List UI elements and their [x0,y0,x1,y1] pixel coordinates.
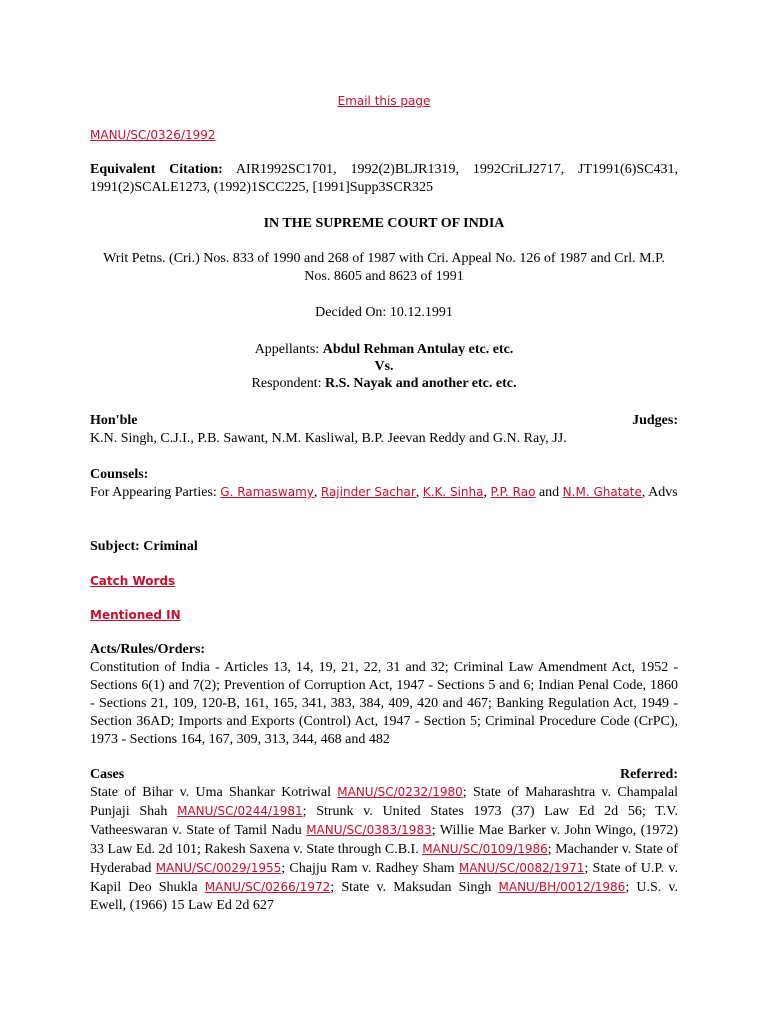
case-text: ; U.S. v. Ewell, (1966) 15 Law Ed 2d 627 [90,880,678,913]
case-text: ; Chajju Ram v. Radhey Sham [281,861,459,876]
counsel-link[interactable]: N.M. Ghatate [562,485,642,499]
case-text: ; State v. Maksudan Singh [330,880,499,895]
case-text: ; State of U.P. v. Kapil Deo Shukla [90,861,678,895]
mentioned-in-link[interactable]: Mentioned IN [90,608,181,622]
appellants-name: Abdul Rehman Antulay etc. etc. [322,342,514,357]
case-text: ; Machander v. State of Hyderabad [90,842,678,876]
versus-text: Vs. [374,359,394,374]
counsel-link[interactable]: P.P. Rao [490,485,536,499]
counsels-suffix: , Advs [641,485,678,500]
equivalent-citation-label: Equivalent Citation: [90,162,223,177]
email-this-page-link[interactable]: Email this page [337,94,431,108]
subject-text: Subject: Criminal [90,539,198,554]
court-name [90,215,678,233]
appellants-label: Appellants: [254,342,323,357]
equivalent-citation-text: AIR1992SC1701, 1992(2)BLJR1319, 1992CriLJ2717, JT1991(6)SC431, 1991(2)SCALE1273, (1992)1SCC225, [1991]Supp3SCR325 [90,162,678,195]
acts-heading [90,641,678,659]
case-citation-link[interactable]: MANU/SC/0266/1972 [204,880,331,894]
mentioned-in-row [90,606,678,625]
case-text: ; State of Maharashtra v. Champalal Punjaji Shah [90,785,678,819]
counsels-prefix: For Appearing Parties: [90,485,221,500]
case-citation-link[interactable]: MANU/SC/0383/1983 [306,823,432,837]
counsel-sep: , [313,485,321,500]
email-row [90,92,678,111]
manu-citation-row [90,126,678,145]
counsel-sep: , [415,485,423,500]
counsel-and: and [535,485,563,500]
decided-on: Decided On: 10.12.1991 [315,305,453,320]
judges-heading [90,412,678,430]
case-text: ; Strunk v. United States 1973 (37) Law Ed 2d 56; T.V. Vatheeswaran v. State of Tamil Nadu [90,804,678,838]
counsels-list [90,483,678,502]
counsel-link[interactable]: K.K. Sinha [422,485,484,499]
cases-label-right: Referred: [619,767,678,782]
acts-heading-text: Acts/Rules/Orders: [90,642,206,657]
counsel-link[interactable]: G. Ramaswamy [220,485,314,499]
case-citation-link[interactable]: MANU/SC/0109/1986 [422,842,548,856]
judges-label-left: Hon'ble [90,413,138,428]
judges-names: K.N. Singh, C.J.I., P.B. Sawant, N.M. Kasliwal, B.P. Jeevan Reddy and G.N. Ray, JJ. [90,431,567,446]
petition-numbers: Writ Petns. (Cri.) Nos. 833 of 1990 and 268 of 1987 with Cri. Appeal No. 126 of 1987 and Crl. M.P. Nos. 8605 and 8623 of 1991 [103,251,665,284]
counsels-heading-text: Counsels: [90,467,149,482]
equivalent-citation [90,161,678,197]
cases-heading [90,766,678,784]
manu-citation-link[interactable]: MANU/SC/0326/1992 [90,128,216,142]
counsels-heading [90,466,678,484]
court-title: IN THE SUPREME COURT OF INDIA [263,216,505,231]
case-citation-link[interactable]: MANU/SC/0244/1981 [177,804,303,818]
case-citation-link[interactable]: MANU/SC/0029/1955 [155,861,282,875]
catch-words-link[interactable]: Catch Words [90,574,176,588]
respondent-name: R.S. Nayak and another etc. etc. [325,376,517,391]
case-citation-link[interactable]: MANU/SC/0082/1971 [458,861,585,875]
case-citation-link[interactable]: MANU/BH/0012/1986 [498,880,626,894]
subject [90,538,678,556]
acts-text: Constitution of India - Articles 13, 14, 19, 21, 22, 31 and 32; Criminal Law Amendment Act, 1952 - Sections 6(1) and 7(2); Prevention of Corruption Act, 1947 - Sections 5 and 6; Indian Penal Code, 1860 - Sections 21, 109, 120-B, 161, 165, 341, 383, 384, 409, 420 and 467; Banking Regulation Act, 1949 - Section 36AD; Imports and Exports (Control) Act, 1947 - Section 5; Criminal Procedure Code (CrPC), 1973 - Sections 164, 167, 309, 313, 344, 468 and 482 [90,660,678,747]
cases-label-left: Cases [90,767,125,782]
counsel-link[interactable]: Rajinder Sachar [320,485,416,499]
versus [90,358,678,376]
cases-referred-list [90,783,678,915]
catch-words-row [90,572,678,591]
case-text: ; Willie Mae Barker v. John Wingo, (1972) 33 Law Ed. 2d 101; Rakesh Saxena v. State through C.B.I. [90,823,679,857]
respondent [90,375,678,393]
counsel-sep: , [483,485,491,500]
judges-label-right: Judges: [632,413,678,428]
respondent-label: Respondent: [251,376,326,391]
case-citation-link[interactable]: MANU/SC/0232/1980 [337,785,463,799]
case-text: State of Bihar v. Uma Shankar Kotriwal [90,785,338,800]
appellants [90,341,678,359]
